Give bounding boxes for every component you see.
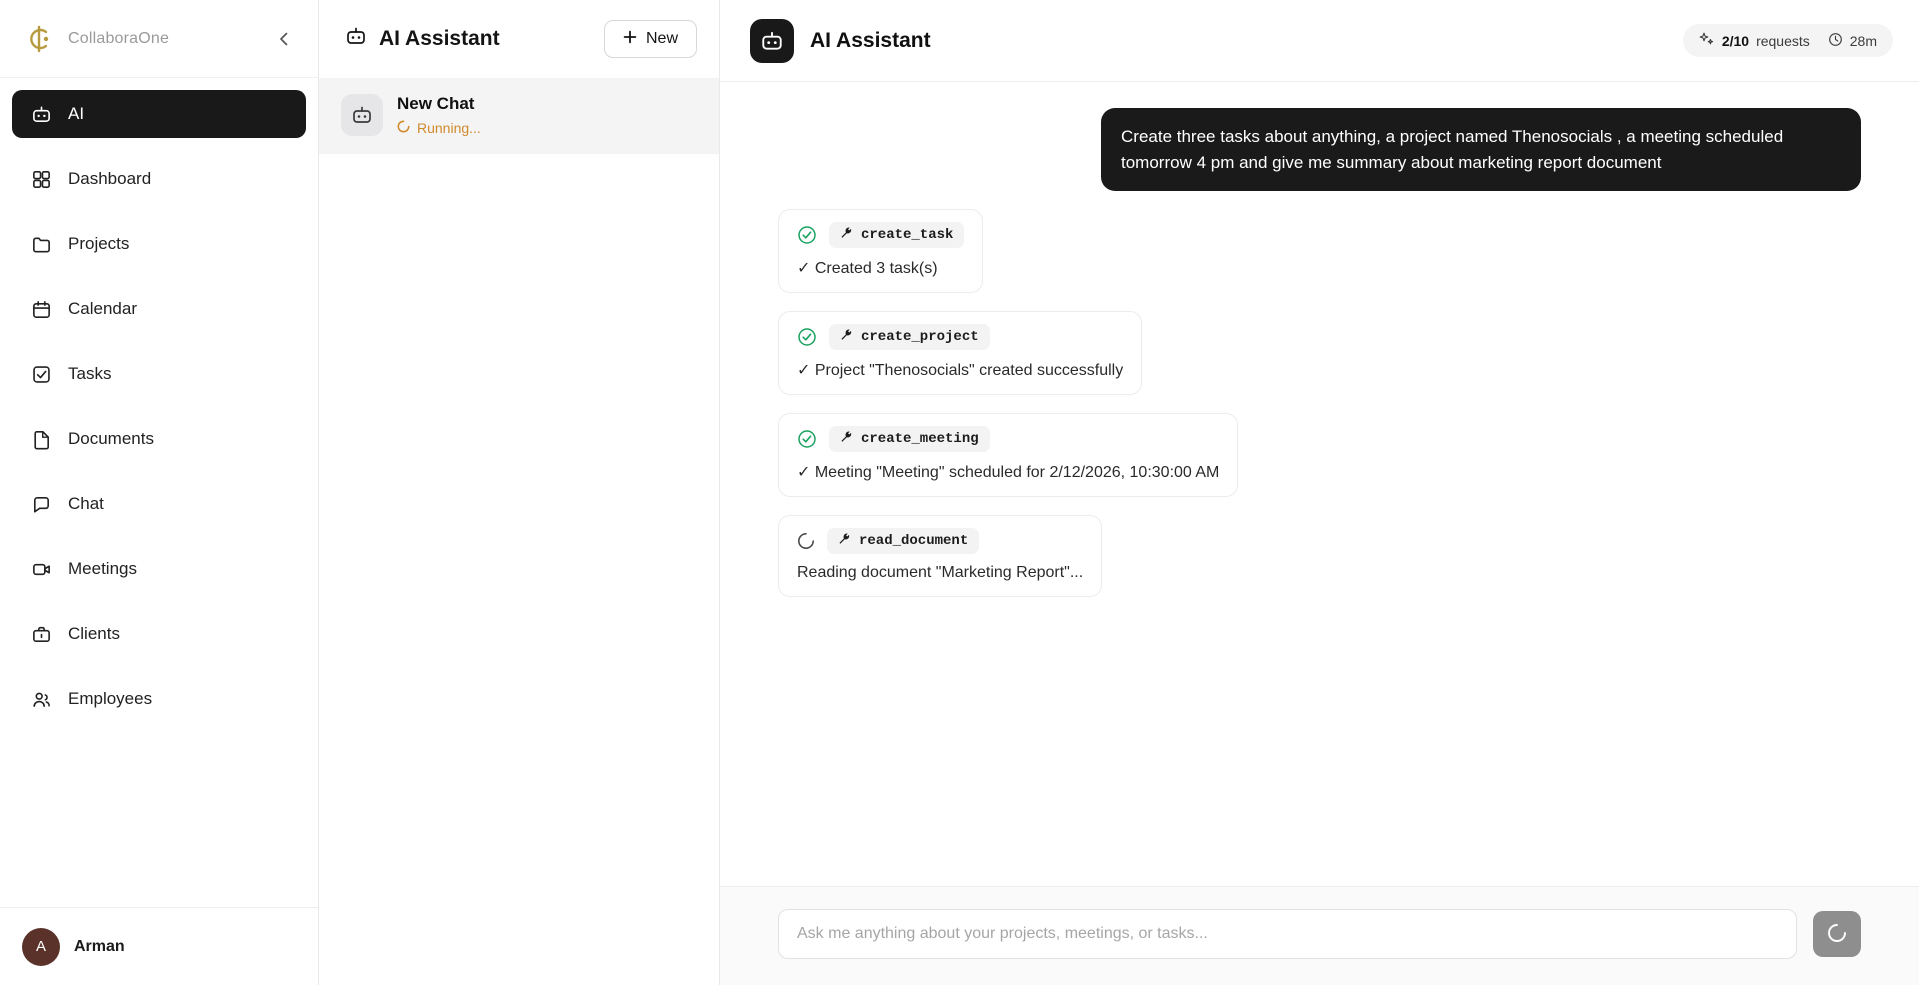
sidebar-item-label: Clients [68, 624, 120, 643]
loading-spinner-icon [397, 120, 410, 136]
message-icon [30, 493, 52, 515]
sidebar-item-chat[interactable] [12, 480, 306, 528]
loading-spinner-icon [1827, 923, 1847, 946]
tool-name: create_meeting [861, 431, 979, 447]
brand-logo-icon [22, 22, 56, 56]
brand-name: CollaboraOne [68, 29, 170, 47]
check-circle-icon [797, 327, 817, 347]
composer [720, 886, 1919, 985]
calendar-icon [30, 298, 52, 320]
sidebar-header [0, 0, 318, 78]
chat-list-title: AI Assistant [379, 27, 500, 50]
video-icon [30, 558, 52, 580]
tool-call-header [797, 324, 1123, 350]
wrench-icon [840, 328, 853, 346]
wrench-icon [840, 430, 853, 448]
tool-name-pill [829, 222, 964, 248]
message-input[interactable] [778, 909, 1797, 959]
file-icon [30, 428, 52, 450]
tool-call-card [778, 515, 1102, 597]
grid-icon [30, 168, 52, 190]
timer-badge [1828, 32, 1877, 50]
sidebar-item-employees[interactable] [12, 675, 306, 723]
main-panel [720, 0, 1919, 985]
robot-icon [345, 25, 367, 53]
wrench-icon [838, 532, 851, 550]
sidebar [0, 0, 319, 985]
tool-call-result: ✓ Project "Thenosocials" created successfully [797, 362, 1124, 379]
sidebar-item-label: Tasks [68, 364, 112, 383]
sidebar-item-meetings[interactable] [12, 545, 306, 593]
clock-icon [1828, 32, 1843, 50]
tool-name: read_document [859, 533, 969, 549]
robot-icon [30, 103, 52, 125]
robot-icon [750, 19, 794, 63]
tool-call-result: ✓ Meeting "Meeting" scheduled for 2/12/2026, 10:30:00 AM [797, 464, 1220, 481]
tool-call-card [778, 413, 1238, 497]
tool-name-pill [827, 528, 979, 554]
sidebar-item-label: Chat [68, 494, 104, 513]
tool-name: create_task [861, 227, 954, 243]
sparkle-icon [1699, 31, 1715, 50]
tool-call-header [797, 528, 1083, 554]
tool-name-pill [829, 426, 990, 452]
folder-icon [30, 233, 52, 255]
tool-name: create_project [861, 329, 979, 345]
sidebar-item-label: AI [68, 104, 85, 123]
tool-call-card [778, 209, 983, 293]
sidebar-item-projects[interactable] [12, 220, 306, 268]
sidebar-nav [0, 78, 318, 907]
sidebar-item-ai[interactable] [12, 90, 306, 138]
requests-label: requests [1756, 32, 1810, 49]
tool-call-header [797, 222, 964, 248]
page-title: AI Assistant [810, 28, 931, 52]
tool-call-header [797, 426, 1219, 452]
chat-list-title-wrap [345, 25, 594, 53]
sidebar-item-label: Documents [68, 429, 154, 448]
chat-list-item-title: New Chat [397, 94, 475, 113]
sidebar-item-dashboard[interactable] [12, 155, 306, 203]
check-circle-icon [797, 429, 817, 449]
main-header [720, 0, 1919, 82]
plus-icon [623, 30, 637, 49]
chat-list-item-status-label: Running... [417, 120, 481, 136]
sidebar-user[interactable] [0, 907, 318, 985]
check-circle-icon [797, 225, 817, 245]
sidebar-item-clients[interactable] [12, 610, 306, 658]
tool-call-result: ✓ Created 3 task(s) [797, 260, 938, 277]
chat-list-item-status [397, 120, 481, 136]
sidebar-item-label: Meetings [68, 559, 137, 578]
requests-count: 2/10 [1721, 32, 1750, 49]
loading-spinner-icon [797, 532, 815, 550]
sidebar-item-label: Projects [68, 234, 130, 253]
avatar: A [22, 928, 60, 966]
user-message: Create three tasks about anything, a project named Thenosocials , a meeting scheduled tomorrow 4 pm and give me summary about marketing report document [1101, 108, 1861, 191]
users-icon [30, 688, 52, 710]
sidebar-item-documents[interactable] [12, 415, 306, 463]
sidebar-item-tasks[interactable] [12, 350, 306, 398]
sidebar-item-calendar[interactable] [12, 285, 306, 333]
message-thread [720, 82, 1919, 886]
wrench-icon [840, 226, 853, 244]
chat-list-item[interactable] [319, 78, 719, 154]
robot-icon [341, 94, 383, 136]
briefcase-icon [30, 623, 52, 645]
sidebar-item-label: Calendar [68, 299, 137, 318]
send-button[interactable] [1813, 911, 1861, 957]
chat-list-panel [319, 0, 720, 985]
requests-badge [1699, 31, 1810, 50]
sidebar-item-label: Dashboard [68, 169, 152, 188]
tool-call-card [778, 311, 1142, 395]
tool-name-pill [829, 324, 990, 350]
new-chat-label: New [645, 30, 678, 47]
chat-list-header [319, 0, 719, 78]
tool-call-result: Reading document "Marketing Report"... [797, 564, 1084, 581]
new-chat-button[interactable] [604, 20, 697, 58]
sidebar-item-label: Employees [68, 689, 153, 708]
chevron-left-icon[interactable] [270, 25, 298, 53]
user-name: Arman [74, 937, 125, 955]
header-meta [1683, 24, 1893, 57]
timer-value: 28m [1849, 32, 1877, 49]
chat-list-item-texts [397, 94, 481, 136]
check-square-icon [30, 363, 52, 385]
